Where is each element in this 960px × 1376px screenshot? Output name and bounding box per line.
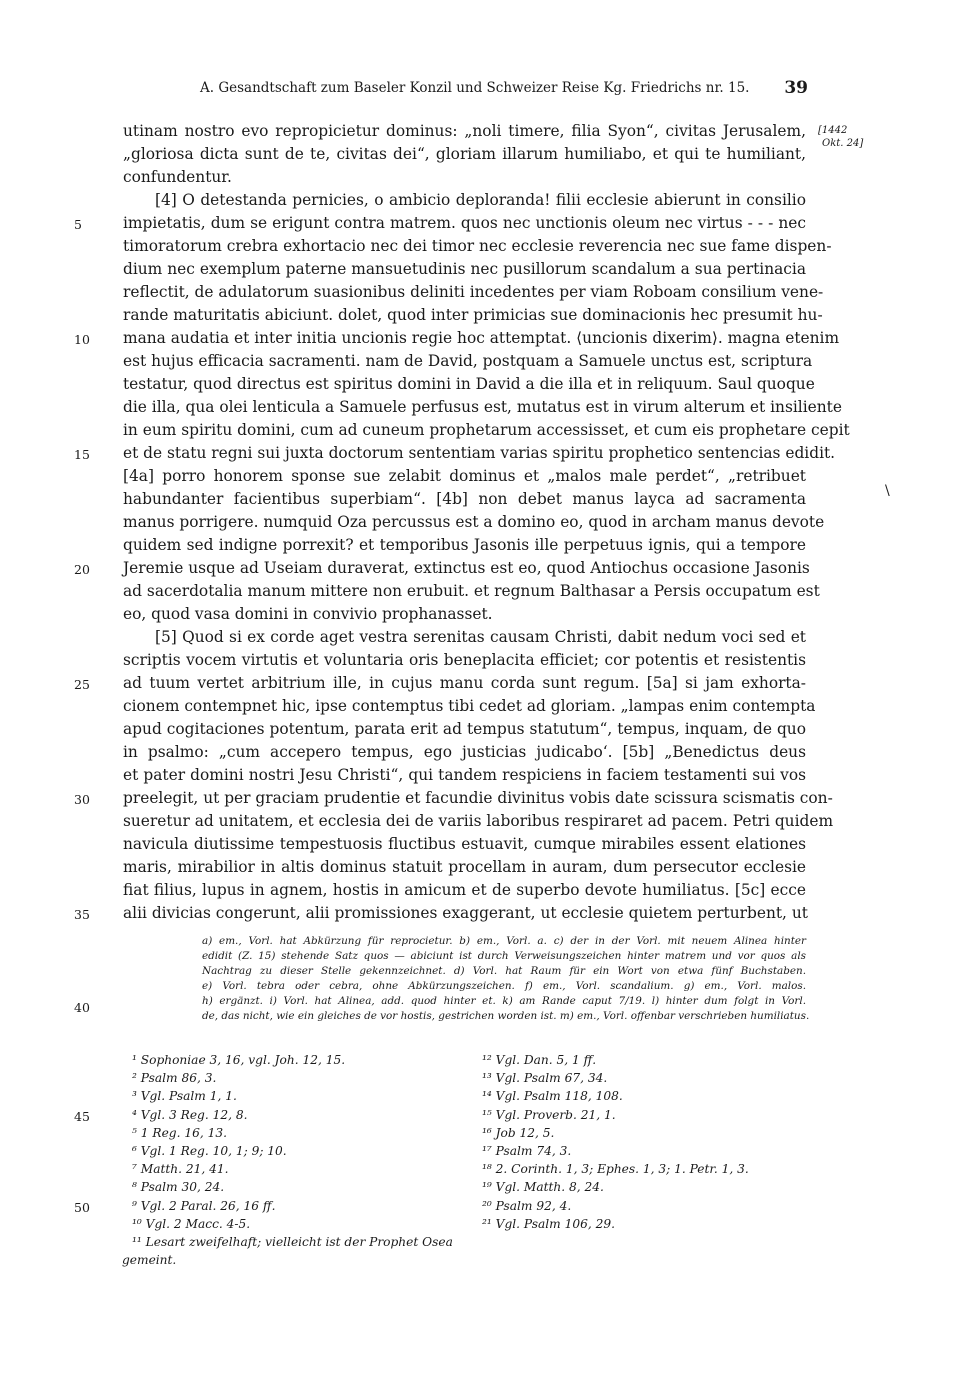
reference-item: ² Psalm 86, 3.	[132, 1071, 217, 1086]
text-line: mana audatia et inter initia uncionis regie hoc attemptat. ⟨uncionis dixerim⟩. magna etenim	[123, 329, 840, 347]
text-line: scriptis vocem virtutis et voluntaria oris beneplacita efficiet; cor potentis et resistentis	[123, 651, 806, 669]
text-line: eo, quod vasa domini in convivio prophanasset.	[123, 605, 493, 623]
text-line: in psalmo: „cum accepero tempus, ego justicias judicabo‘. [5b] „Benedictus deus	[123, 743, 806, 761]
text-line: [5] Quod si ex corde aget vestra serenitas causam Christi, dabit nedum voci sed et	[155, 628, 806, 646]
line-number: 5	[74, 217, 82, 232]
margin-date-note	[818, 124, 863, 150]
text-line: est hujus efficacia sacramenti. nam de David, postquam a Samuele unctus est, scriptura	[123, 352, 813, 370]
margin-date-line-2: Okt. 24]	[822, 138, 864, 149]
reference-item: ⁸ Psalm 30, 24.	[132, 1180, 225, 1195]
reference-item: ⁶ Vgl. 1 Reg. 10, 1; 9; 10.	[132, 1144, 287, 1158]
text-line: habundanter facientibus superbiam“. [4b] non debet manus layca ad sacramenta	[123, 490, 806, 508]
text-line: sueretur ad unitatem, et ecclesia dei de variis laboribus respiraret ad pacem. Petri quidem	[123, 812, 834, 830]
reference-item: ¹⁵ Vgl. Proverb. 21, 1.	[482, 1107, 616, 1122]
text-line: navicula diutissime tempestuosis fluctibus estuavit, cumque mirabiles essent elationes	[123, 835, 806, 853]
line-number: 25	[74, 677, 90, 692]
reference-item: ¹⁰ Vgl. 2 Macc. 4-5.	[132, 1216, 251, 1231]
reference-line-number: 50	[74, 1199, 90, 1215]
text-line: ad sacerdotalia manum mittere non erubuit. et regnum Balthasar a Persis occupatum est	[123, 582, 820, 600]
reference-line-number: 45	[74, 1108, 90, 1124]
margin-date-line-1: [1442	[818, 125, 848, 136]
apparatus-line: a) em., Vorl. hat Abkürzung für reprocietur. b) em., Vorl. a. c) der in der Vorl. mit neuem Alinea hinter	[202, 935, 806, 947]
line-number: 35	[74, 907, 90, 922]
text-line: utinam nostro evo repropicietur dominus: „noli timere, filia Syon“, civitas Jerusalem,	[123, 122, 806, 140]
reference-item: ¹⁹ Vgl. Matth. 8, 24.	[482, 1180, 604, 1195]
text-line: et de statu regni sui juxta doctorum sententiam varias spiritu prophetico sentencias edidit.	[123, 444, 836, 462]
text-line: [4] O detestanda pernicies, o ambicio deploranda! filii ecclesie abierunt in consilio	[155, 191, 806, 209]
text-line: reflectit, de adulatorum suasionibus deliniti incedentes per viam Roboam consilium vene-	[123, 283, 824, 301]
text-line: „gloriosa dicta sunt de te, civitas dei“, gloriam illarum humiliabo, et qui te humiliant,	[123, 145, 806, 163]
text-line: Jeremie usque ad Useiam duraverat, extinctus est eo, quod Antiochus occasione Jasonis	[123, 559, 810, 577]
reference-item: ²⁰ Psalm 92, 4.	[482, 1198, 572, 1213]
reference-item: ⁷ Matth. 21, 41.	[132, 1162, 229, 1177]
text-line: die illa, qua olei lenticula a Samuele perfusus est, mutatus est in virum alterum et insiliente	[123, 398, 842, 416]
apparatus-line: Nachtrag zu dieser Stelle gekennzeichnet. d) Vorl. hat Raum für ein Wort von etwa fünf Buchstaben.	[202, 965, 806, 977]
page-number: 39	[784, 78, 808, 98]
reference-item: ¹¹ Lesart zweifelhaft; vielleicht ist der Prophet Osea	[132, 1235, 453, 1249]
text-line: testatur, quod directus est spiritus domini in David a die illa et in reliquum. Saul quoque	[123, 375, 815, 393]
running-title: A. Gesandtschaft zum Baseler Konzil und Schweizer Reise Kg. Friedrichs nr. 15.	[200, 80, 750, 96]
text-line: rande maturitatis abiciunt. dolet, quod inter primicias sue dominacionis hec presumit hu-	[123, 306, 823, 324]
text-line: apud cogitaciones potentum, parata erit ad tempus statutum“, tempus, inquam, de quo	[123, 720, 806, 738]
text-line: confundentur.	[123, 168, 232, 186]
apparatus-line: h) ergänzt. i) Vorl. hat Alinea, add. quod hinter et. k) am Rande caput 7/19. l) hinter dum folgt in Vorl.	[202, 995, 806, 1007]
text-line: in eum spiritu domini, cum ad cuneum prophetarum accessisset, et cum eis prophetare cepit	[123, 421, 850, 439]
text-line: dium nec exemplum paterne mansuetudinis nec pusillorum scandalum a sua pertinacia	[123, 260, 806, 278]
text-line: cionem contempnet hic, ipse contemptus tibi cedet ad gloriam. „lampas enim contempta	[123, 697, 816, 715]
reference-item: ⁴ Vgl. 3 Reg. 12, 8.	[132, 1107, 248, 1122]
text-line: manus porrigere. numquid Oza percussus est a domino eo, quod in archam manus devote	[123, 513, 825, 531]
text-line: ad tuum vertet arbitrium ille, in cujus manu corda sunt regum. [5a] si jam exhorta-	[123, 674, 806, 692]
line-number: 15	[74, 447, 90, 462]
apparatus-line: e) Vorl. tebra oder cebra, ohne Abkürzungszeichen. f) em., Vorl. scandalium. g) em., Vorl. malos.	[202, 980, 806, 992]
line-number: 30	[74, 792, 90, 807]
text-line: preelegit, ut per graciam prudentie et facundie divinitus vobis date scissura scismatis con-	[123, 789, 833, 807]
apparatus-line: de, das nicht, wie ein gleiches de vor hostis, gestrichen worden ist. m) em., Vorl. offenbar verschrieben humiliatus.	[202, 1010, 810, 1022]
line-number: 10	[74, 332, 90, 347]
text-line: alii divicias congerunt, alii promissiones exaggerant, ut ecclesie quietem perturbent, ut	[123, 904, 808, 922]
reference-item: ³ Vgl. Psalm 1, 1.	[132, 1089, 237, 1104]
text-line: et pater domini nostri Jesu Christi“, qui tandem respiciens in faciem testamenti sui vos	[123, 766, 806, 784]
text-line: timoratorum crebra exhortacio nec dei timor nec ecclesie reverencia nec sue fame dispen-	[123, 237, 832, 255]
text-line: [4a] porro honorem sponse sue zelabit dominus et „malos male perdet“, „retribuet	[123, 467, 806, 485]
line-number: 20	[74, 562, 90, 577]
reference-item: ¹³ Vgl. Psalm 67, 34.	[482, 1071, 608, 1086]
apparatus-line: edidit (Z. 15) stehende Satz quos — abiciunt ist durch Verweisungszeichen hinter matrem und vor quos als	[202, 950, 806, 962]
reference-item: ¹⁸ 2. Corinth. 1, 3; Ephes. 1, 3; 1. Petr. 1, 3.	[482, 1162, 749, 1177]
text-line: quidem sed indigne porrexit? et temporibus Jasonis ille perpetuus ignis, qui a tempore	[123, 536, 806, 554]
reference-item: gemeint.	[122, 1253, 177, 1268]
reference-item: ¹⁶ Job 12, 5.	[482, 1125, 555, 1140]
reference-item: ¹² Vgl. Dan. 5, 1 ff.	[482, 1053, 597, 1067]
reference-item: ⁵ 1 Reg. 16, 13.	[132, 1125, 227, 1140]
reference-item: ¹ Sophoniae 3, 16, vgl. Joh. 12, 15.	[132, 1053, 346, 1067]
reference-item: ¹⁷ Psalm 74, 3.	[482, 1144, 572, 1158]
text-line: maris, mirabilior in altis dominus statuit procellam in auram, dum persecutor ecclesie	[123, 858, 806, 876]
margin-mark: \	[885, 483, 890, 499]
reference-item: ²¹ Vgl. Psalm 106, 29.	[482, 1216, 616, 1231]
text-line: impietatis, dum se erigunt contra matrem. quos nec unctionis oleum nec virtus - - - nec	[123, 214, 806, 232]
reference-item: ⁹ Vgl. 2 Paral. 26, 16 ff.	[132, 1198, 276, 1213]
reference-item: ¹⁴ Vgl. Psalm 118, 108.	[482, 1089, 623, 1104]
text-line: fiat filius, lupus in agnem, hostis in amicum et de superbo devote humiliatus. [5c] ecce	[123, 881, 806, 899]
apparatus-line-number: 40	[74, 1000, 90, 1015]
